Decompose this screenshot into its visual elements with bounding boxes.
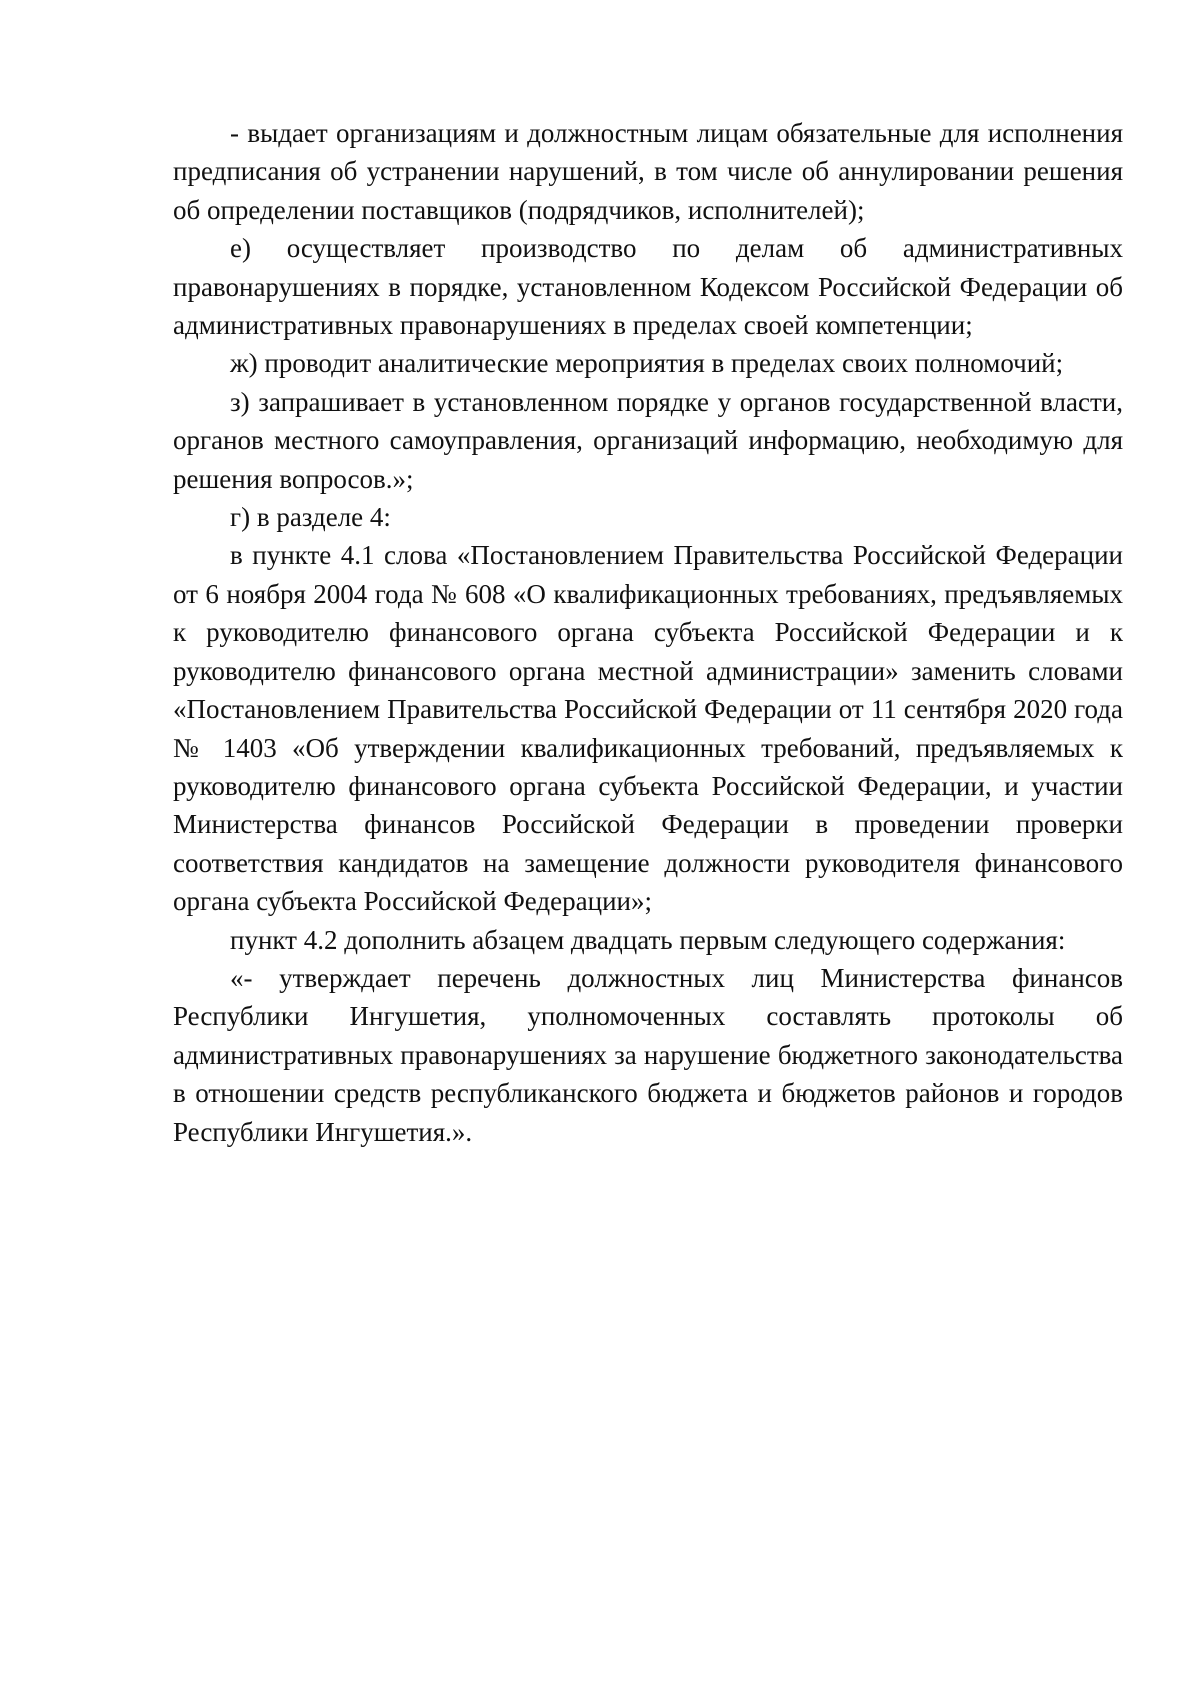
paragraph-issue-orders: - выдает организациям и должностным лицам обязательные для исполнения предписания об устранении нарушений, в том числе об аннулировании решения об определении поставщиков (подрядчиков, исполнителей); [173,118,1123,225]
paragraph-request-information: з) запрашивает в установленном порядке у органов государственной власти, органов местного самоуправления, организаций информацию, необходимую для решения вопросов.»; [173,386,1123,494]
paragraph-point-4-2: пункт 4.2 дополнить абзацем двадцать первым следующего содержания: [230,924,1066,955]
paragraph-administrative-proceedings: е) осуществляет производство по делам об административных правонарушениях в порядке, установленном Кодексом Российской Федерации об административных правонарушениях в пределах своей компетенции; [173,233,1123,341]
document-body [173,114,1123,1151]
paragraph-analytical-measures: ж) проводит аналитические мероприятия в пределах своих полномочий; [230,348,1064,379]
paragraph-approve-list: «- утверждает перечень должностных лиц Министерства финансов Республики Ингушетия, уполномоченных составлять протоколы об административных правонарушениях за нарушение бюджетного законодательства в отношении средств республиканского бюджета и бюджетов районов и городов Республики Ингушетия.». [173,962,1123,1147]
paragraph-point-4-1: в пункте 4.1 слова «Постановлением Правительства Российской Федерации от 6 ноября 2004 года № 608 «О квалификационных требованиях, предъявляемых к руководителю финансового органа субъекта Российской Федерации и к руководителю финансового органа местной администрации» заменить словами «Постановлением Правительства Российской Федерации от 11 сентября 2020 года № 1403 «Об утверждении квалификационных требований, предъявляемых к руководителю финансового органа субъекта Российской Федерации, и участии Министерства финансов Российской Федерации в проведении проверки соответствия кандидатов на замещение должности руководителя финансового органа субъекта Российской Федерации»; [173,540,1123,917]
paragraph-section-4: г) в разделе 4: [230,502,391,533]
